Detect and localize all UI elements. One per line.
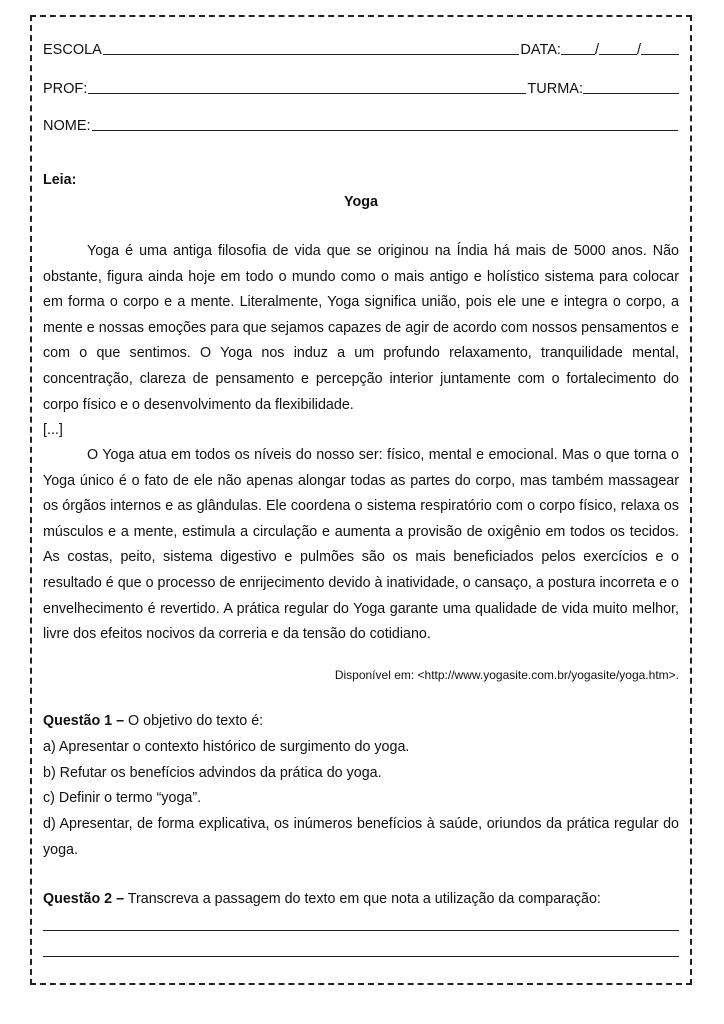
name-label: NOME:: [43, 118, 91, 134]
option-b[interactable]: b) Refutar os benefícios advindos da prática do yoga.: [43, 765, 382, 781]
school-row: [43, 42, 679, 58]
class-field[interactable]: [583, 92, 679, 94]
teacher-field[interactable]: [88, 92, 526, 94]
teacher-label: PROF:: [43, 81, 88, 97]
name-row: [43, 118, 679, 134]
teacher-row: [43, 81, 679, 97]
date-year-field[interactable]: [641, 53, 679, 55]
date-label: DATA:: [520, 42, 561, 58]
question-1-prompt: O objetivo do texto é:: [124, 713, 264, 729]
question-1-label: Questão 1 –: [43, 713, 125, 729]
question-2: [43, 887, 679, 913]
option-d[interactable]: d) Apresentar, de forma explicativa, os inúmeros benefícios à saúde, oriundos da prática regular do yoga.: [43, 816, 679, 858]
answer-line[interactable]: [43, 956, 679, 957]
school-field[interactable]: [103, 53, 520, 55]
paragraph-1: Yoga é uma antiga filosofia de vida que se originou na Índia há mais de 5000 anos. Não obstante, figura ainda hoje em todo o mundo como o mais antigo e holístico sistema para colocar em forma o corpo e a mente. Literalmente, Yoga significa união, pois ele une e integra o corpo, a mente e nossas emoções para que sejamos capazes de agir de acordo com nossos pensamentos e com o que sentimos. O Yoga nos induz a um profundo relaxamento, tranquilidade mental, concentração, clareza de pensamento e percepção interior juntamente com o fortalecimento do corpo físico e o desenvolvimento da flexibilidade.: [43, 243, 679, 413]
question-2-prompt: Transcreva a passagem do texto em que nota a utilização da comparação:: [124, 891, 601, 907]
read-instruction: Leia:: [43, 172, 77, 188]
date-separator: /: [594, 42, 599, 58]
option-a[interactable]: a) Apresentar o contexto histórico de surgimento do yoga.: [43, 739, 410, 755]
name-field[interactable]: [92, 129, 678, 131]
text-title: Yoga: [344, 194, 378, 210]
date-separator: /: [636, 42, 641, 58]
answer-line[interactable]: [43, 930, 679, 931]
ellipsis: [...]: [43, 422, 63, 438]
source-citation: Disponível em: <http://www.yogasite.com.br/yogasite/yoga.htm>.: [334, 668, 679, 682]
date-day-field[interactable]: [561, 53, 595, 55]
question-1: [43, 709, 679, 735]
date-month-field[interactable]: [599, 53, 637, 55]
paragraph-2: O Yoga atua em todos os níveis do nosso ser: físico, mental e emocional. Mas o que torna o Yoga único é o fato de ele não apenas alongar todas as partes do corpo, mas também massagear os órgãos internos e as glândulas. Ele coordena o sistema respiratório com o corpo físico, relaxa os músculos e a mente, estimula a circulação e aumenta a provisão de oxigênio em todos os tecidos. As costas, peito, sistema digestivo e pulmões são os mais beneficiados pelos exercícios e o resultado é que o processo de enrijecimento devido à inatividade, o cansaço, a postura incorreta e o envelhecimento é revertido. A prática regular do Yoga garante uma qualidade de vida muito melhor, livre dos efeitos nocivos da correria e da tensão do cotidiano.: [43, 447, 679, 643]
class-label: TURMA:: [527, 81, 583, 97]
option-c[interactable]: c) Definir o termo “yoga”.: [43, 790, 202, 806]
school-label: ESCOLA: [43, 42, 102, 58]
question-2-label: Questão 2 –: [43, 891, 125, 907]
